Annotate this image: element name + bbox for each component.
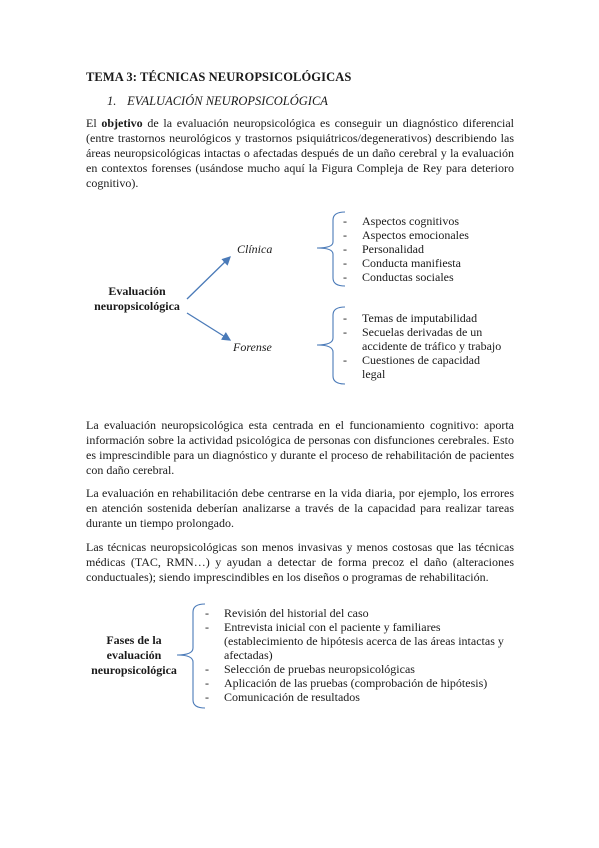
paragraph-1: La evaluación neuropsicológica esta centrada en el funcionamiento cognitivo: aporta información sobre la actividad psicológica de personas con disfunciones cerebrales. Esto es imprescindible para un diagnóstico y durante el proceso de rehabilitación de pacientes con daño cerebral.	[86, 418, 514, 477]
list-item: - Selección de pruebas neuropsicológicas	[205, 662, 513, 676]
list-item: - Conductas sociales	[343, 270, 523, 284]
list-item: - Aspectos cognitivos	[343, 214, 523, 228]
list-item: - Aspectos emocionales	[343, 228, 523, 242]
page-title: TEMA 3: TÉCNICAS NEUROPSICOLÓGICAS	[86, 70, 352, 84]
list-item: - Cuestiones de capacidad legal	[343, 353, 482, 381]
brace-clinica	[317, 212, 345, 286]
list-item: - Personalidad	[343, 242, 523, 256]
intro-bold: objetivo	[101, 116, 143, 130]
list-item: - Aplicación de las pruebas (comprobación de hipótesis)	[205, 676, 513, 690]
phases-list	[205, 606, 513, 704]
forense-list	[343, 311, 513, 381]
phases-root: Fases de la evaluación neuropsicológica	[91, 633, 177, 677]
branch-clinica-label: Clínica	[237, 242, 273, 256]
intro-text: de la evaluación neuropsicológica es conseguir un diagnóstico diferencial (entre trastornos neurológicos y trastornos psiquiátricos/degenerativos) describiendo las áreas neuropsicológicas intactas o afectadas después de un daño cerebral y la evaluación en contextos forenses (usándose mucho aquí la Figura Compleja de Rey para deterioro cognitivo).	[86, 116, 514, 190]
list-item: - Entrevista inicial con el paciente y familiares (establecimiento de hipótesis acerca de las áreas intactas y afectadas)	[205, 620, 513, 662]
list-item: - Comunicación de resultados	[205, 690, 513, 704]
branch-forense-label: Forense	[233, 340, 272, 354]
clinica-list	[343, 214, 523, 284]
section-label: EVALUACIÓN NEUROPSICOLÓGICA	[127, 94, 328, 108]
list-item: - Revisión del historial del caso	[205, 606, 513, 620]
list-item: - Secuelas derivadas de un accidente de tráfico y trabajo	[343, 325, 513, 353]
section-number: 1.	[107, 94, 117, 108]
arrow-forense	[187, 313, 230, 340]
paragraph-3: Las técnicas neuropsicológicas son menos invasivas y menos costosas que las técnicas médicas (TAC, RMN…) y ayudan a detectar de forma precoz el daño (alteraciones conductuales); siendo imprescindibles en los diseños o programas de rehabilitación.	[86, 540, 514, 584]
list-item: - Conducta manifiesta	[343, 256, 523, 270]
paragraph-2: La evaluación en rehabilitación debe centrarse en la vida diaria, por ejemplo, los errores en atención sostenida deberían analizarse a través de la capacidad para realizar tareas durante un tiempo prolongado.	[86, 486, 514, 530]
brace-forense	[317, 307, 345, 384]
list-item: - Temas de imputabilidad	[343, 311, 513, 325]
arrow-clinica	[187, 257, 230, 299]
diagram-root: Evaluación neuropsicológica	[94, 284, 180, 313]
intro-prefix: El	[86, 116, 102, 130]
